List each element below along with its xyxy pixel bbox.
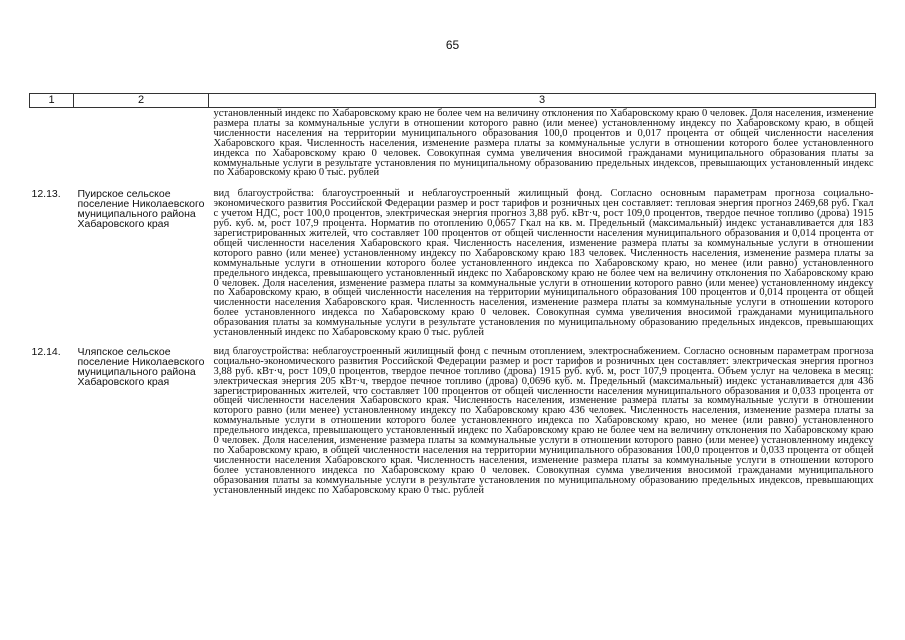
table-row [30, 186, 876, 344]
row-number: 12.13. [31, 188, 61, 201]
row-description: вид благоустройства: неблагоустроенный жилищный фонд с печным отоплением, электроснабжением. Согласно основным параметрам прогноза социально-экономического развития Российской Федерации размер и рост тарифов и розничных цен составляет: электрическая энергия прогноз 3,88 руб. кВт·ч, рост 109,0 процентов, твердое печное топливо (дрова) 1915 руб. куб. м, рост 107,9 процента. Объем услуг на человека в месяц: электрическая энергия 205 кВт·ч, твердое печное топливо (дрова) 0,0696 куб. м. Предельный (максимальный) индекс устанавливается для 436 зарегистрированных жителей, что составляет 100 процентов от общей численности населения муниципального образования и 0,033 процента от общей численности населения Хабаровского края. Численность населения, изменение размера платы за коммунальные услуги в отношении которого равно (или менее) установленному индексу по Хабаровскому краю 436 человек. Численность населения, изменение размера платы за коммунальные услуги в отношении которого более установленного индекса по Хабаровскому краю, но менее (или равно) установленного предельного индекса, превышающего установленный индекс по Хабаровскому краю не более чем на величину отклонения по Хабаровскому краю 0 человек. Доля населения, изменение размера платы за коммунальные услуги в отношении которого равно (или менее) установленному индексу по Хабаровскому краю, в общей численности населения на территории муниципального образования 100,0 процентов и 0,033 процента от общей численности населения Хабаровского края. Численность населения, изменение размера платы за коммунальные услуги в отношении которого более установленного индекса по Хабаровскому краю 0 человек. Совокупная сумма увеличения вносимой гражданами муниципального образования платы за коммунальные услуги в результате установления по муниципальному образованию предельных индексов, превышающих установленный индекс по Хабаровскому краю 0 тыс. рублей [213, 345, 874, 496]
table-row-continuation [30, 108, 876, 187]
tariff-table [29, 93, 876, 496]
row-description: вид благоустройства: благоустроенный и неблагоустроенный жилищный фонд. Согласно основным параметрам прогноза социально-экономического развития Российской Федерации размер и рост тарифов и розничных цен составляет: тепловая энергия прогноз 2469,68 руб. Гкал с учетом НДС, рост 100,0 процентов, электрическая энергия прогноз 3,88 руб. кВт·ч, рост 109,0 процентов, твердое печное топливо (дрова) 1915 руб. куб. м, рост 107,9 процента. Норматив по отоплению 0,0657 Гкал на кв. м. Предельный (максимальный) индекс устанавливается для 183 зарегистрированных жителей, что составляет 100 процентов от общей численности населения муниципального образования и 0,014 процента от общей численности населения Хабаровского края. Численность населения, изменение размера платы за коммунальные услуги в отношении которого равно (или менее) установленному индексу по Хабаровскому краю 183 человек. Численность населения, изменение размера платы за коммунальные услуги в отношении которого более установленного индекса по Хабаровскому краю, но менее (или равно) установленного предельного индекса, превышающего установленный индекс по Хабаровскому краю не более чем на величину отклонения по Хабаровскому краю 0 человек. Доля населения, изменение размера платы за коммунальные услуги в отношении которого равно (или менее) установленному индексу по Хабаровскому краю, в общей численности населения на территории муниципального образования 100 процентов и 0,014 процента от общей численности населения Хабаровского края. Численность населения, изменение размера платы за коммунальные услуги в отношении которого более установленного индекса по Хабаровскому краю 0 человек. Совокупная сумма увеличения вносимой гражданами муниципального образования платы за коммунальные услуги в результате установления по муниципальному образованию предельных индексов, превышающих установленный индекс по Хабаровскому краю 0 тыс. рублей [213, 188, 874, 339]
column-header-1: 1 [30, 94, 74, 108]
empty-cell [30, 108, 74, 187]
municipality-name: Пуирское сельское поселение Николаевского муниципального района Хабаровского края [77, 188, 205, 231]
empty-cell [74, 108, 209, 187]
table-header [30, 94, 876, 108]
column-header-2: 2 [74, 94, 209, 108]
row-number: 12.14. [31, 345, 61, 358]
table-row [30, 344, 876, 496]
column-header-3: 3 [209, 94, 876, 108]
municipality-name: Чляпское сельское поселение Николаевского муниципального района Хабаровского края [77, 345, 205, 388]
page-number: 65 [445, 38, 460, 52]
continuation-text: установленный индекс по Хабаровскому краю не более чем на величину отклонения по Хабаровскому краю 0 человек. Доля населения, изменение размера платы за коммунальные услуги в отношении которого равно (или менее) установленному индексу по Хабаровскому краю, в общей численности населения на территории муниципального образования 100,0 процентов и 0,017 процента от общей численности населения Хабаровского края. Численность населения, изменение размера платы за коммунальные услуги в отношении которого более установленного индекса по Хабаровскому краю 0 человек. Совокупная сумма увеличения вносимой гражданами муниципального образования платы за коммунальные услуги в результате установления по муниципальному образованию предельных индексов, превышающих установленный индекс по Хабаровскому краю 0 тыс. рублей [213, 108, 874, 179]
